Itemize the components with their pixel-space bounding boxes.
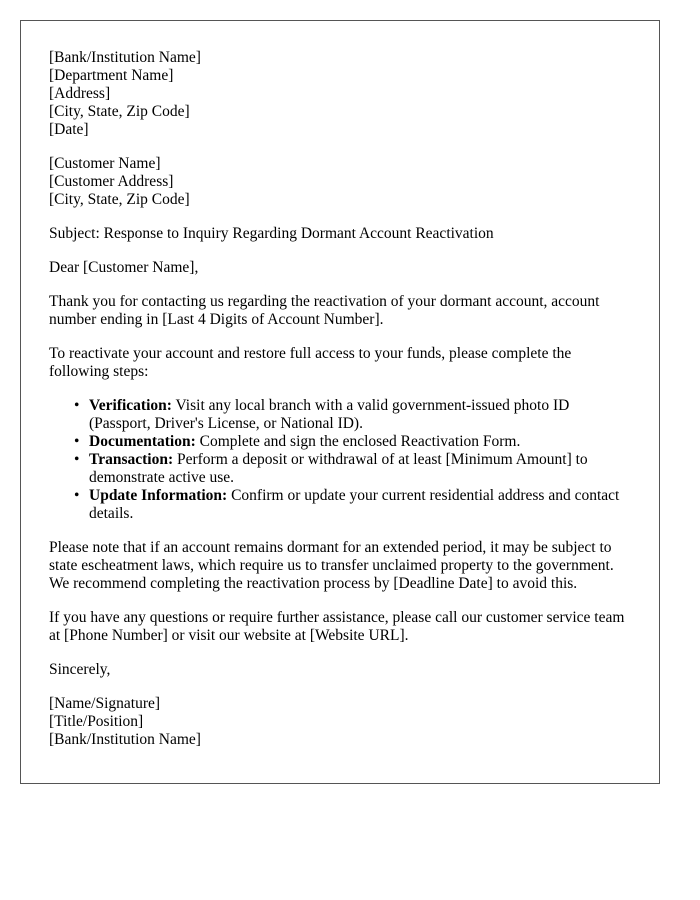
steps-intro-paragraph: To reactivate your account and restore full access to your funds, please complete the following steps: bbox=[49, 345, 572, 380]
bullet-icon: • bbox=[74, 451, 80, 468]
subject-line: Subject: Response to Inquiry Regarding Dormant Account Reactivation bbox=[49, 225, 494, 242]
signature-block bbox=[49, 695, 631, 749]
closing: Sincerely, bbox=[49, 661, 111, 678]
recipient-block bbox=[49, 155, 631, 209]
steps-list bbox=[49, 397, 631, 523]
sender-bank-name: [Bank/Institution Name] bbox=[49, 49, 201, 66]
step-text: Confirm or update your current residential address and contact details. bbox=[89, 487, 620, 522]
bullet-icon: • bbox=[74, 487, 80, 504]
step-term: Documentation: bbox=[89, 433, 196, 450]
letter-date: [Date] bbox=[49, 121, 89, 138]
step-term: Update Information: bbox=[89, 487, 228, 504]
list-item bbox=[74, 433, 631, 451]
sender-block bbox=[49, 49, 631, 139]
sender-address: [Address] bbox=[49, 85, 111, 102]
contact-paragraph: If you have any questions or require further assistance, please call our customer service team at [Phone Number] or visit our website at [Website URL]. bbox=[49, 609, 625, 644]
signature-name: [Name/Signature] bbox=[49, 695, 161, 712]
letter bbox=[20, 20, 660, 784]
bullet-icon: • bbox=[74, 433, 80, 450]
bullet-icon: • bbox=[74, 397, 80, 414]
list-item bbox=[74, 451, 631, 487]
sender-city-state-zip: [City, State, Zip Code] bbox=[49, 103, 190, 120]
recipient-address: [Customer Address] bbox=[49, 173, 174, 190]
list-item bbox=[74, 487, 631, 523]
intro-paragraph: Thank you for contacting us regarding the reactivation of your dormant account, account number ending in [Last 4 Digits of Account Number]. bbox=[49, 293, 600, 328]
sender-department: [Department Name] bbox=[49, 67, 174, 84]
note-paragraph: Please note that if an account remains dormant for an extended period, it may be subject to state escheatment laws, which require us to transfer unclaimed property to the government. We recommend completing the reactivation process by [Deadline Date] to avoid this. bbox=[49, 539, 614, 592]
step-text: Complete and sign the enclosed Reactivation Form. bbox=[195, 433, 521, 450]
recipient-name: [Customer Name] bbox=[49, 155, 161, 172]
salutation: Dear [Customer Name], bbox=[49, 259, 199, 276]
recipient-city-state-zip: [City, State, Zip Code] bbox=[49, 191, 190, 208]
step-text: Perform a deposit or withdrawal of at least [Minimum Amount] to demonstrate active use. bbox=[89, 451, 588, 486]
signature-title: [Title/Position] bbox=[49, 713, 144, 730]
signature-bank-name: [Bank/Institution Name] bbox=[49, 731, 201, 748]
step-term: Transaction: bbox=[89, 451, 174, 468]
list-item bbox=[74, 397, 631, 433]
step-term: Verification: bbox=[89, 397, 172, 414]
step-text: Visit any local branch with a valid government-issued photo ID (Passport, Driver's License, or National ID). bbox=[89, 397, 570, 432]
